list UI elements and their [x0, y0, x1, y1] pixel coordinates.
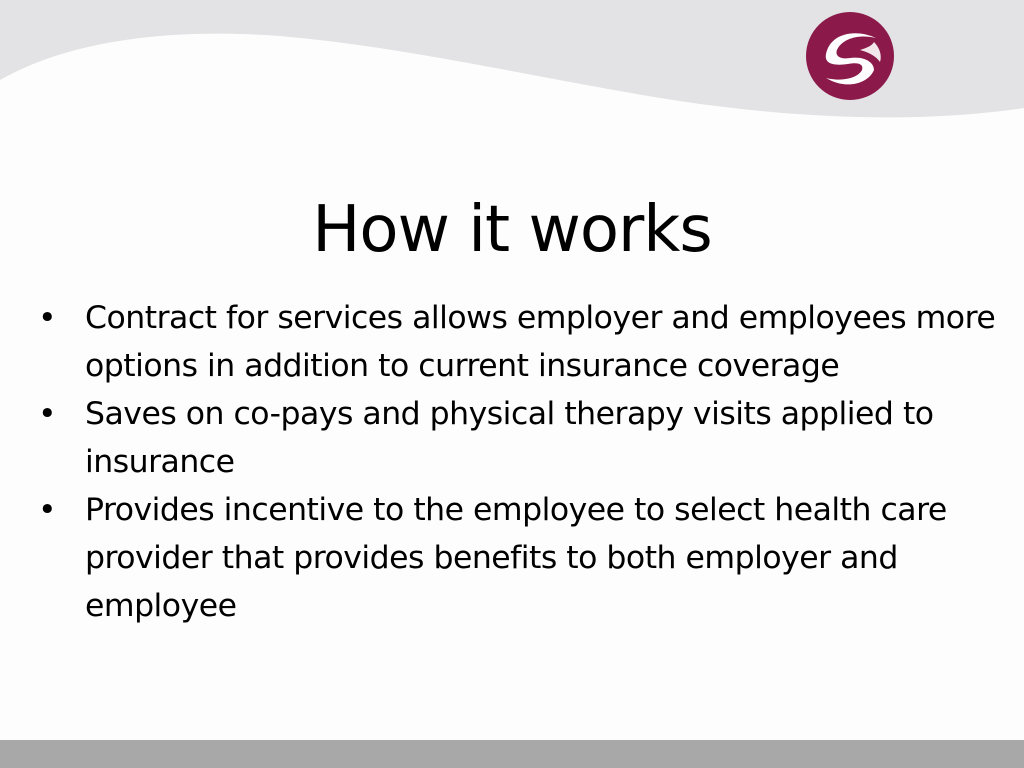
bullet-symbol: • — [38, 300, 57, 336]
bullet-text: Provides incentive to the employee to select health care provider that provides benefits to both employer and employee — [85, 492, 947, 624]
bottom-bar — [0, 740, 1024, 768]
bullet-list — [38, 294, 1008, 630]
bullet-item — [38, 486, 1008, 630]
company-logo-icon — [804, 12, 896, 100]
bullet-text: Contract for services allows employer and employees more options in addition to current insurance coverage — [85, 300, 996, 384]
bullet-symbol: • — [38, 492, 57, 528]
bullet-item — [38, 294, 1008, 390]
bullet-symbol: • — [38, 396, 57, 432]
bullet-item — [38, 390, 1008, 486]
bullet-text: Saves on co-pays and physical therapy visits applied to insurance — [85, 396, 934, 480]
slide-title: How it works — [312, 193, 712, 267]
